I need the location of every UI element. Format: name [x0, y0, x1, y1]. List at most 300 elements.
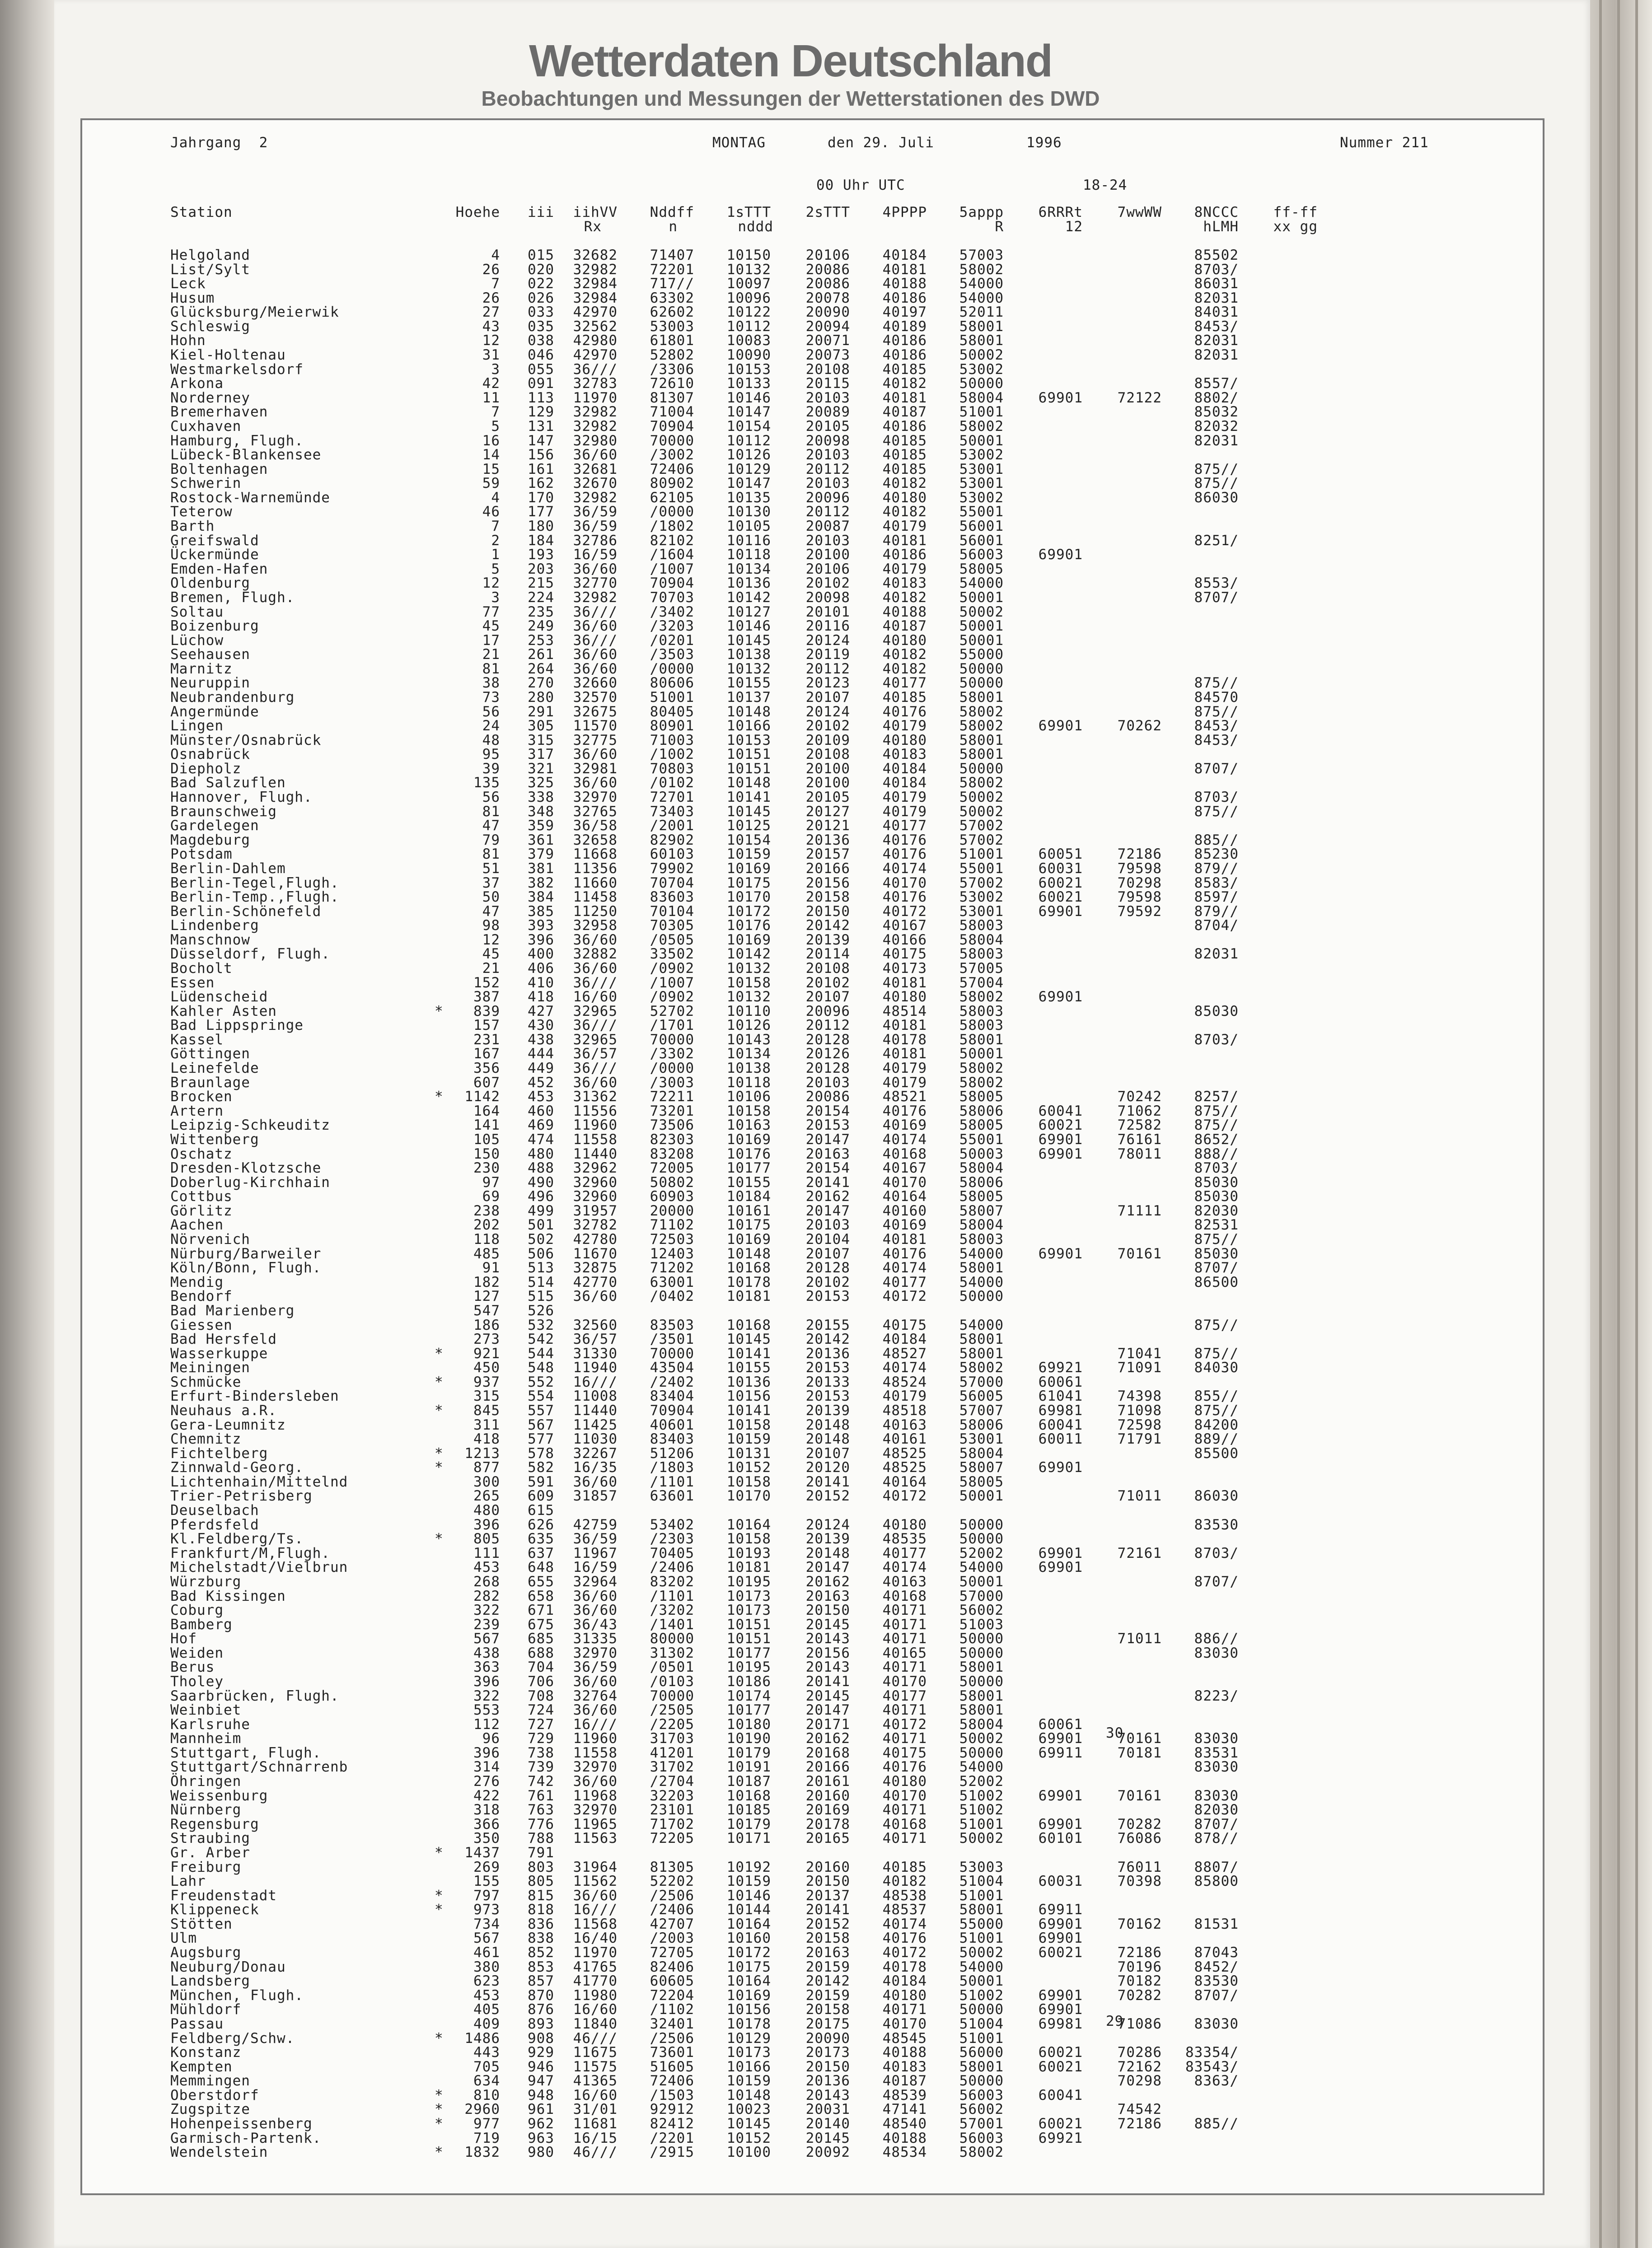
table-cell: 10158 [726, 1531, 771, 1547]
table-cell: 69901 [1038, 989, 1083, 1005]
table-cell: 36/59 [573, 1659, 618, 1676]
table-cell: 40170 [882, 1787, 927, 1804]
table-cell: 264 [528, 660, 554, 677]
table-cell: 32982 [573, 404, 618, 421]
table-cell: 58002 [959, 1360, 1004, 1376]
table-cell: 438 [528, 1031, 554, 1048]
table-row [82, 905, 1543, 919]
table-cell: 10126 [726, 1017, 771, 1034]
column-subheaders [82, 219, 1543, 233]
table-cell: 40171 [882, 2001, 927, 2018]
table-cell: 20103 [805, 532, 850, 549]
table-cell: 3 [491, 361, 500, 378]
table-cell: 280 [528, 689, 554, 706]
table-cell: 10151 [726, 1631, 771, 1647]
table-cell: 32970 [573, 789, 618, 806]
table-cell: 10136 [726, 1374, 771, 1390]
table-cell: 908 [528, 2030, 554, 2047]
table-cell: 20090 [805, 2030, 850, 2047]
table-cell: 921 [473, 1345, 500, 1362]
table-cell: 76011 [1117, 1859, 1162, 1875]
mountain-station-marker: * [435, 1003, 444, 1019]
table-cell: 452 [528, 1074, 554, 1091]
table-cell: 384 [528, 889, 554, 906]
table-cell: 11960 [573, 1117, 618, 1134]
table-cell: 141 [473, 1117, 500, 1134]
table-cell: 315 [473, 1388, 500, 1405]
table-cell: 63302 [650, 290, 694, 306]
table-cell: 202 [473, 1217, 500, 1234]
table-cell: 84031 [1194, 304, 1239, 321]
table-cell: 10176 [726, 1145, 771, 1162]
table-cell: 20162 [805, 1188, 850, 1205]
table-cell: 31857 [573, 1488, 618, 1505]
table-cell: 56003 [959, 2130, 1004, 2146]
table-cell: 10145 [726, 632, 771, 649]
table-row [82, 748, 1543, 762]
table-cell: 129 [528, 404, 554, 421]
table-cell: 20092 [805, 2144, 850, 2161]
table-cell: 36/60 [573, 1773, 618, 1790]
table-cell: 317 [528, 746, 554, 763]
table-cell: 1213 [464, 1445, 500, 1462]
table-cell: 607 [473, 1074, 500, 1091]
table-cell: 70162 [1117, 1916, 1162, 1932]
table-cell: 81307 [650, 389, 694, 406]
table-cell: 268 [473, 1573, 500, 1590]
table-cell: 8707/ [1194, 1987, 1239, 2004]
table-cell: 52011 [959, 304, 1004, 321]
table-cell: 273 [473, 1331, 500, 1348]
table-cell: 51 [482, 860, 500, 877]
table-cell: 40180 [882, 1773, 927, 1790]
table-cell: 40186 [882, 290, 927, 306]
table-cell: 83354/ [1185, 2044, 1239, 2061]
table-cell: 889// [1194, 1431, 1239, 1448]
table-cell: 83530 [1194, 1973, 1239, 1990]
table-cell: 269 [473, 1859, 500, 1875]
table-cell: 20121 [805, 818, 850, 834]
table-cell: 40184 [882, 1973, 927, 1990]
table-cell: 58004 [959, 1217, 1004, 1234]
table-cell: 11840 [573, 2015, 618, 2032]
table-cell: 40160 [882, 1202, 927, 1219]
table-cell: 42707 [650, 1916, 694, 1932]
table-cell: 83403 [650, 1431, 694, 1448]
table-cell: 82031 [1194, 290, 1239, 306]
table-cell: 20150 [805, 903, 850, 920]
table-cell: 20107 [805, 1445, 850, 1462]
table-cell: 20136 [805, 2073, 850, 2089]
table-cell: 73 [482, 689, 500, 706]
table-cell: 42770 [573, 1274, 618, 1290]
table-cell: 474 [528, 1131, 554, 1148]
table-cell: /1803 [650, 1459, 694, 1476]
table-cell: 51004 [959, 1873, 1004, 1890]
table-cell: 12 [482, 332, 500, 349]
table-cell: 85030 [1194, 1245, 1239, 1262]
table-cell: 738 [528, 1744, 554, 1761]
table-cell: 637 [528, 1545, 554, 1561]
table-cell: 20158 [805, 2001, 850, 2018]
table-cell: 56002 [959, 1602, 1004, 1619]
table-cell: 10152 [726, 2130, 771, 2146]
table-cell: 875// [1194, 675, 1239, 692]
table-cell: 379 [528, 846, 554, 863]
table-cell: 946 [528, 2058, 554, 2075]
table-cell: 20145 [805, 1616, 850, 1633]
station-name: Straubing [170, 1830, 250, 1847]
table-cell: 50000 [959, 1631, 1004, 1647]
table-cell: 776 [528, 1816, 554, 1832]
table-cell: 40164 [882, 1188, 927, 1205]
table-cell: 81 [482, 803, 500, 820]
table-cell: 10148 [726, 775, 771, 791]
table-cell: 634 [473, 2073, 500, 2089]
table-cell: 11250 [573, 903, 618, 920]
table-cell: 32982 [573, 489, 618, 506]
table-cell: 50000 [959, 2073, 1004, 2089]
table-cell: 12 [482, 931, 500, 948]
table-cell: 857 [528, 1973, 554, 1990]
table-cell: 10146 [726, 1887, 771, 1904]
table-row [82, 2131, 1543, 2146]
mountain-station-marker: * [435, 1089, 444, 1105]
table-cell: 396 [528, 931, 554, 948]
table-cell: 980 [528, 2144, 554, 2161]
table-cell: 10159 [726, 2073, 771, 2089]
table-cell: 48521 [882, 1089, 927, 1105]
table-cell: 69901 [1038, 1916, 1083, 1932]
table-cell: 40187 [882, 2073, 927, 2089]
station-name: Weiden [170, 1645, 224, 1661]
table-cell: 818 [528, 1902, 554, 1918]
table-cell: 40186 [882, 332, 927, 349]
column-subheader: R [995, 219, 1004, 235]
table-cell: 40180 [882, 489, 927, 506]
table-cell: 69911 [1038, 1902, 1083, 1918]
table-cell: 10192 [726, 1859, 771, 1875]
table-cell: 315 [528, 732, 554, 748]
table-cell: /3306 [650, 361, 694, 378]
table-cell: 83530 [1194, 1516, 1239, 1533]
table-cell: 31703 [650, 1730, 694, 1747]
table-row [82, 1547, 1543, 1561]
table-cell: 460 [528, 1103, 554, 1119]
table-cell: 314 [473, 1759, 500, 1776]
table-cell: 870 [528, 1987, 554, 2004]
table-cell: 72186 [1117, 2115, 1162, 2132]
table-row [82, 762, 1543, 776]
table-cell: 10156 [726, 1388, 771, 1405]
table-row [82, 519, 1543, 534]
table-cell: 888// [1194, 1145, 1239, 1162]
table-cell: 41770 [573, 1973, 618, 1990]
table-cell: 70242 [1117, 1089, 1162, 1105]
table-cell: 82031 [1194, 332, 1239, 349]
table-cell: 10193 [726, 1545, 771, 1561]
table-cell: 4 [491, 489, 500, 506]
table-cell: 396 [473, 1516, 500, 1533]
table-cell: 42759 [573, 1516, 618, 1533]
table-cell: 635 [528, 1531, 554, 1547]
table-cell: 623 [473, 1973, 500, 1990]
table-cell: 32965 [573, 1031, 618, 1048]
mountain-station-marker: * [435, 1902, 444, 1918]
table-cell: 553 [473, 1702, 500, 1719]
table-row [82, 1946, 1543, 1960]
table-cell: 501 [528, 1217, 554, 1234]
table-cell: 36/60 [573, 618, 618, 635]
station-name: Soltau [170, 603, 224, 620]
table-cell: 875// [1194, 1345, 1239, 1362]
table-cell: 885// [1194, 2115, 1239, 2132]
table-row [82, 434, 1543, 449]
table-cell: 10141 [726, 789, 771, 806]
table-cell: 70181 [1117, 1744, 1162, 1761]
station-name: Tholey [170, 1673, 224, 1690]
station-name: Chemnitz [170, 1431, 242, 1448]
table-cell: 11356 [573, 860, 618, 877]
table-cell: 69901 [1038, 1245, 1083, 1262]
station-name: Frankfurt/M,Flugh. [170, 1545, 330, 1561]
table-cell: 38 [482, 675, 500, 692]
table-cell: 962 [528, 2115, 554, 2132]
table-cell: 10164 [726, 1916, 771, 1932]
table-cell: 58001 [959, 1260, 1004, 1276]
table-cell: 32984 [573, 276, 618, 292]
table-cell: 10133 [726, 375, 771, 392]
table-cell: 363 [473, 1659, 500, 1676]
table-cell: 567 [473, 1930, 500, 1947]
mountain-station-marker: * [435, 1887, 444, 1904]
table-cell: 32764 [573, 1687, 618, 1704]
table-cell: 85500 [1194, 1445, 1239, 1462]
table-cell: 10178 [726, 2015, 771, 2032]
table-cell: 32786 [573, 532, 618, 549]
station-name: Nörvenich [170, 1231, 250, 1248]
table-cell: 167 [473, 1046, 500, 1062]
table-cell: 72201 [650, 261, 694, 278]
table-row [82, 1689, 1543, 1704]
table-cell: 40183 [882, 2058, 927, 2075]
table-cell: 54000 [959, 1559, 1004, 1576]
table-cell: 20107 [805, 1245, 850, 1262]
table-cell: 82406 [650, 1958, 694, 1975]
table-cell: 20160 [805, 1859, 850, 1875]
table-cell: 10168 [726, 1787, 771, 1804]
table-cell: 544 [528, 1345, 554, 1362]
table-cell: 40184 [882, 247, 927, 263]
table-cell: 40177 [882, 675, 927, 692]
station-name: Norderney [170, 389, 250, 406]
table-cell: 32960 [573, 1174, 618, 1191]
table-cell: 20147 [805, 1702, 850, 1719]
table-cell: 48535 [882, 1531, 927, 1547]
table-cell: 20147 [805, 1559, 850, 1576]
station-name: Aachen [170, 1217, 224, 1234]
table-cell: 58001 [959, 1031, 1004, 1048]
table-cell: 73201 [650, 1103, 694, 1119]
table-cell: 50002 [959, 1944, 1004, 1961]
table-cell: 552 [528, 1374, 554, 1390]
table-cell: /0000 [650, 504, 694, 520]
table-cell: 51002 [959, 1987, 1004, 2004]
table-cell: 58007 [959, 1202, 1004, 1219]
table-cell: 81 [482, 660, 500, 677]
table-cell: 69901 [1038, 1787, 1083, 1804]
table-cell: 57002 [959, 832, 1004, 848]
table-cell: 10096 [726, 290, 771, 306]
table-cell: 170 [528, 489, 554, 506]
table-cell: 72598 [1117, 1416, 1162, 1433]
table-cell: 8553/ [1194, 575, 1239, 592]
table-cell: 40181 [882, 532, 927, 549]
station-name: Lübeck-Blankensee [170, 447, 322, 463]
table-row [82, 2032, 1543, 2046]
table-cell: 50001 [959, 1973, 1004, 1990]
table-cell: 410 [528, 974, 554, 991]
table-cell: 57000 [959, 1588, 1004, 1604]
table-cell: 20096 [805, 489, 850, 506]
table-cell: 83030 [1194, 1730, 1239, 1747]
table-cell: 11570 [573, 718, 618, 734]
station-name: Mendig [170, 1274, 224, 1290]
table-cell: 582 [528, 1459, 554, 1476]
table-cell: 791 [528, 1844, 554, 1861]
table-row [82, 420, 1543, 434]
table-cell: 32782 [573, 1217, 618, 1234]
station-name: Köln/Bonn, Flugh. [170, 1260, 322, 1276]
table-cell: 20178 [805, 1816, 850, 1832]
table-cell: 91 [482, 1260, 500, 1276]
table-cell: 20109 [805, 732, 850, 748]
table-cell: 55000 [959, 646, 1004, 663]
table-cell: 131 [528, 418, 554, 435]
table-row [82, 1318, 1543, 1333]
table-row [82, 491, 1543, 505]
table-cell: 54000 [959, 290, 1004, 306]
table-cell: 80405 [650, 703, 694, 720]
table-cell: 875// [1194, 461, 1239, 477]
table-cell: 20073 [805, 347, 850, 364]
table-row [82, 1404, 1543, 1418]
table-cell: 55000 [959, 1916, 1004, 1932]
table-cell: 20096 [805, 1003, 850, 1019]
table-cell: 10135 [726, 489, 771, 506]
table-cell: 152 [473, 974, 500, 991]
table-cell: 10153 [726, 361, 771, 378]
table-cell: 10131 [726, 1445, 771, 1462]
table-cell: 40180 [882, 732, 927, 748]
table-cell: 85230 [1194, 846, 1239, 863]
table-cell: 40163 [882, 1416, 927, 1433]
table-cell: 51001 [959, 1930, 1004, 1947]
table-cell: 40182 [882, 1873, 927, 1890]
table-cell: 20098 [805, 589, 850, 606]
table-cell: 10177 [726, 1160, 771, 1177]
table-cell: 56001 [959, 518, 1004, 535]
table-cell: 58002 [959, 1074, 1004, 1091]
table-cell: 82102 [650, 532, 694, 549]
table-cell: 51001 [959, 846, 1004, 863]
table-cell: 875// [1194, 1402, 1239, 1419]
station-name: Helgoland [170, 247, 250, 263]
mountain-station-marker: * [435, 1844, 444, 1861]
column-header: 5appp [959, 204, 1004, 220]
table-cell: 50000 [959, 675, 1004, 692]
table-cell: 40179 [882, 1074, 927, 1091]
table-cell: 40179 [882, 1388, 927, 1405]
station-name: Nürnberg [170, 1802, 242, 1818]
table-cell: 82031 [1194, 946, 1239, 963]
table-cell: 875// [1194, 803, 1239, 820]
table-cell: 282 [473, 1588, 500, 1604]
table-cell: 58005 [959, 561, 1004, 577]
table-cell: 40178 [882, 1031, 927, 1048]
table-cell: 31335 [573, 1631, 618, 1647]
table-cell: 761 [528, 1787, 554, 1804]
table-cell: 50001 [959, 632, 1004, 649]
table-cell: 20103 [805, 1217, 850, 1234]
column-header: 2sTTT [805, 204, 850, 220]
table-cell: 40181 [882, 1017, 927, 1034]
station-name: Kl.Feldberg/Ts. [170, 1531, 304, 1547]
table-cell: 31702 [650, 1759, 694, 1776]
table-cell: 85800 [1194, 1873, 1239, 1890]
table-cell: 186 [473, 1317, 500, 1333]
table-cell: 20160 [805, 1787, 850, 1804]
table-cell: 39 [482, 760, 500, 777]
station-name: Westmarkelsdorf [170, 361, 304, 378]
table-cell: 69901 [1038, 1559, 1083, 1576]
table-cell: 20147 [805, 1131, 850, 1148]
table-cell: 20108 [805, 361, 850, 378]
table-cell: 40171 [882, 1659, 927, 1676]
table-row [82, 634, 1543, 648]
station-name: Berlin-Tegel,Flugh. [170, 874, 339, 891]
table-cell: 31302 [650, 1645, 694, 1661]
table-cell: 82031 [1194, 347, 1239, 364]
table-row [82, 2145, 1543, 2160]
table-cell: 10153 [726, 732, 771, 748]
table-cell: 469 [528, 1117, 554, 1134]
table-cell: 40175 [882, 1317, 927, 1333]
station-name: Mannheim [170, 1730, 242, 1747]
table-cell: 71011 [1117, 1631, 1162, 1647]
table-cell: 20154 [805, 1160, 850, 1177]
table-cell: 513 [528, 1260, 554, 1276]
table-cell: 40189 [882, 318, 927, 335]
table-cell: 885// [1194, 832, 1239, 848]
table-cell: 58007 [959, 1459, 1004, 1476]
margin-note-30: 30 [1106, 1725, 1124, 1741]
table-cell: 71098 [1117, 1402, 1162, 1419]
table-cell: 52002 [959, 1545, 1004, 1561]
table-cell: 788 [528, 1830, 554, 1847]
table-cell: 350 [473, 1830, 500, 1847]
table-cell: 704 [528, 1659, 554, 1676]
table-cell: 418 [473, 1431, 500, 1448]
table-cell: 16/// [573, 1716, 618, 1733]
table-row [82, 591, 1543, 605]
table-cell: 36/60 [573, 775, 618, 791]
table-cell: 40174 [882, 860, 927, 877]
table-cell: 72204 [650, 1987, 694, 2004]
table-cell: 53402 [650, 1516, 694, 1533]
table-cell: 615 [528, 1502, 554, 1519]
table-cell: 10129 [726, 2030, 771, 2047]
